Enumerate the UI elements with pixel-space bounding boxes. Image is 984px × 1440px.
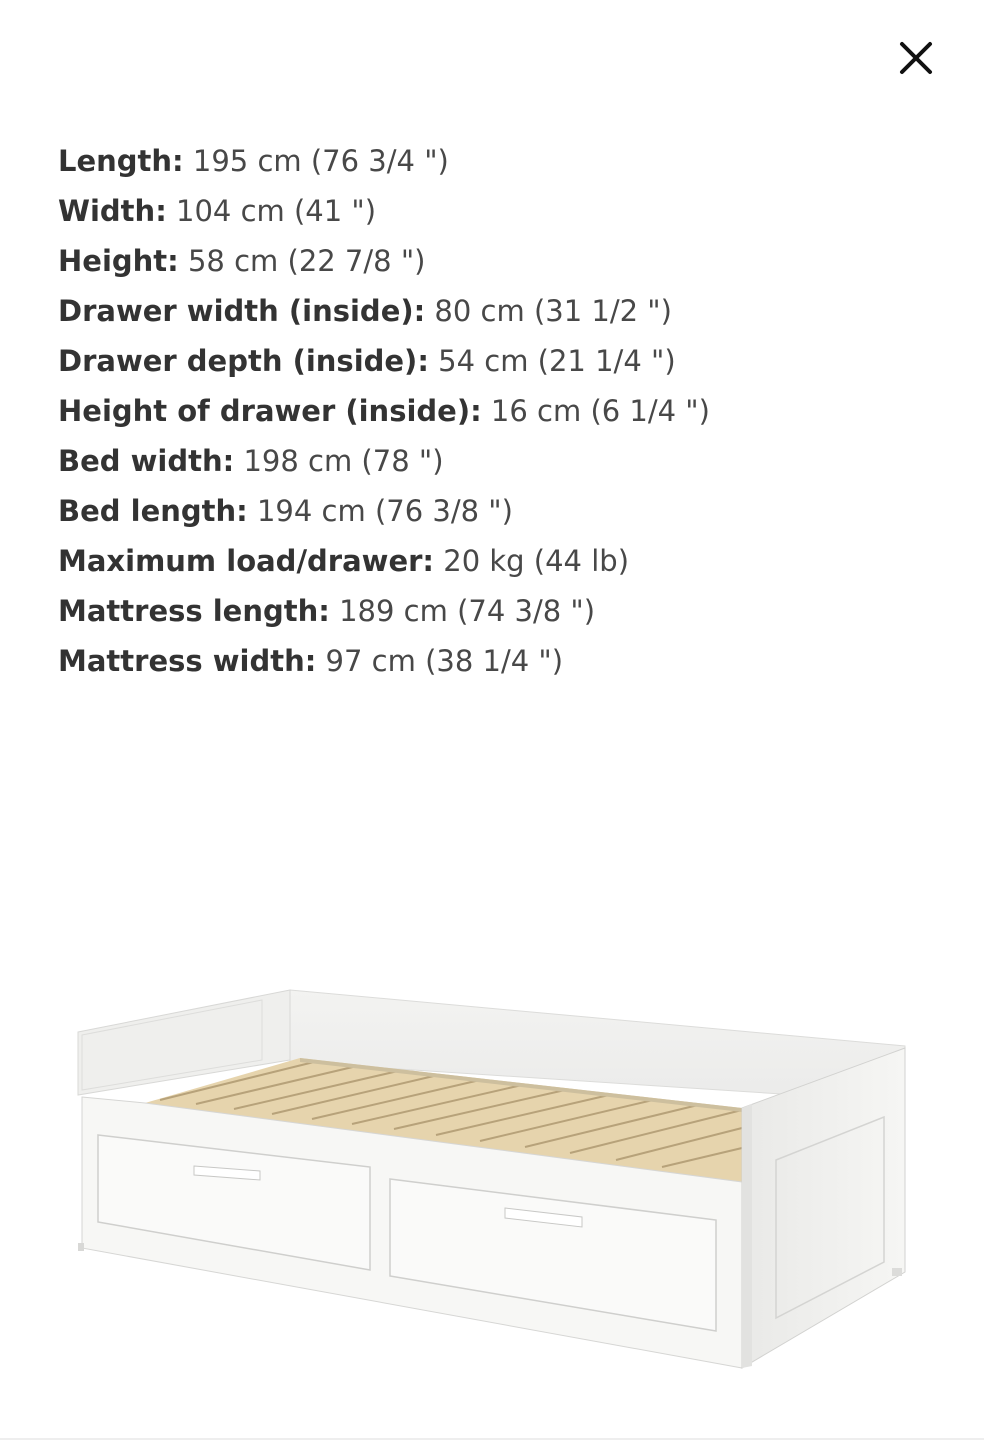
dimension-value: 80 cm (31 1/2 ")	[425, 294, 672, 328]
dimension-label: Drawer depth (inside):	[58, 344, 429, 378]
close-button[interactable]	[888, 30, 944, 86]
daybed-product-image	[60, 975, 930, 1385]
dimension-label: Drawer width (inside):	[58, 294, 426, 328]
dimension-value: 54 cm (21 1/4 ")	[428, 344, 676, 378]
dimension-drawer-depth	[58, 336, 938, 386]
dimension-length	[58, 136, 938, 186]
dimension-bed-length	[58, 486, 938, 536]
dimension-mattress-width	[58, 636, 938, 686]
dimension-drawer-height	[58, 386, 938, 436]
dimension-label: Height:	[58, 244, 179, 278]
dimension-height	[58, 236, 938, 286]
dimension-label: Bed width:	[58, 444, 235, 478]
dimension-value: 198 cm (78 ")	[234, 444, 444, 478]
dimension-width	[58, 186, 938, 236]
dimension-value: 97 cm (38 1/4 ")	[316, 644, 564, 678]
dimension-label: Height of drawer (inside):	[58, 394, 482, 428]
dimension-bed-width	[58, 436, 938, 486]
dimension-value: 58 cm (22 7/8 ")	[178, 244, 426, 278]
dimension-label: Mattress width:	[58, 644, 317, 678]
dimension-label: Width:	[58, 194, 167, 228]
dimension-label: Bed length:	[58, 494, 248, 528]
dimensions-list	[58, 136, 938, 686]
dimension-max-load	[58, 536, 938, 586]
dimension-label: Maximum load/drawer:	[58, 544, 435, 578]
dimension-drawer-width	[58, 286, 938, 336]
dimension-value: 16 cm (6 1/4 ")	[481, 394, 710, 428]
dimension-value: 194 cm (76 3/8 ")	[247, 494, 513, 528]
dimension-mattress-length	[58, 586, 938, 636]
dimension-value: 189 cm (74 3/8 ")	[329, 594, 596, 628]
dimension-label: Mattress length:	[58, 594, 330, 628]
close-icon	[899, 41, 933, 75]
dimension-value: 104 cm (41 ")	[166, 194, 377, 228]
dimension-value: 20 kg (44 lb)	[434, 544, 630, 578]
dimension-label: Length:	[58, 144, 184, 178]
dimension-value: 195 cm (76 3/4 ")	[183, 144, 449, 178]
